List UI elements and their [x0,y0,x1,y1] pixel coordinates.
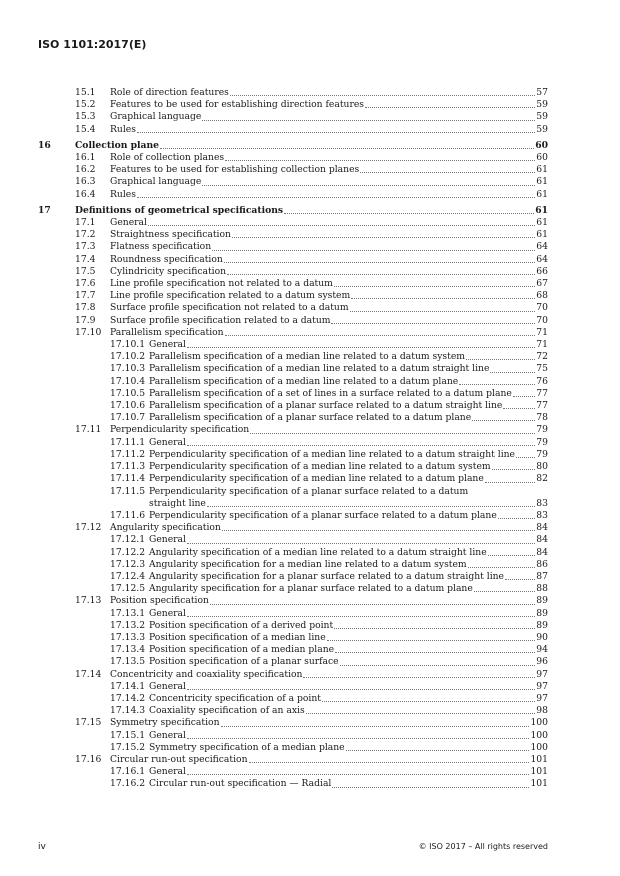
toc-entry-page: 84 [536,522,548,534]
toc-entry-title: Circular run-out specification — Radial [149,778,332,790]
toc-entry-page: 67 [536,278,548,290]
dot-leader [137,197,535,198]
toc-entry-title: Parallelism specification of a planar surface related to a datum plane [149,412,472,424]
toc-entry-title: Line profile specification not related to a datum [110,278,333,290]
toc-entry-title: Perpendicularity specification of a median line related to a datum system [149,461,491,473]
toc-entry-number: 17.11.1 [110,436,146,448]
dot-leader [334,286,535,287]
dot-leader [360,172,535,173]
table-of-contents [38,87,548,791]
dot-leader [351,298,535,299]
toc-entry[interactable] [38,473,548,485]
toc-entry[interactable] [38,522,548,534]
toc-entry-number: 17.10.4 [110,375,146,387]
toc-entry[interactable] [38,730,548,742]
dot-leader [187,689,535,690]
toc-entry-page: 60 [535,139,548,151]
toc-entry-page: 61 [535,204,548,216]
toc-entry-title: Perpendicularity specification of a median line related to a datum straight line [149,448,515,460]
dot-leader [230,95,535,96]
toc-entry-number: 17.10.5 [110,387,146,399]
toc-entry-page: 100 [530,717,548,729]
dot-leader [346,750,530,751]
dot-leader [187,616,535,617]
toc-entry-number: 16 [38,139,51,151]
toc-entry[interactable] [38,111,548,123]
toc-entry-page: 77 [536,400,548,412]
dot-leader [202,120,535,121]
toc-entry-title: Parallelism specification of a planar surface related to a datum straight line [149,400,503,412]
toc-entry-title: Surface profile specification related to a datum [110,314,331,326]
toc-entry-title: Coaxiality specification of an axis [149,705,305,717]
toc-entry-title: General [149,729,186,741]
toc-entry-title: Angularity specification for a planar surface related to a datum plane [149,583,473,595]
toc-entry-page: 97 [536,680,548,692]
toc-entry-number: 17.12.4 [110,570,146,582]
toc-entry-number: 17.14.2 [110,692,146,704]
toc-entry[interactable] [38,400,548,412]
toc-entry-number: 15.4 [75,123,96,135]
toc-entry-number: 17.10.6 [110,400,146,412]
toc-entry[interactable] [38,742,548,754]
toc-entry-number: 17.10 [75,326,102,338]
toc-entry-page: 80 [536,461,548,473]
dot-leader [331,323,535,324]
toc-entry[interactable] [38,510,548,522]
footer-page-number: iv [38,842,46,852]
toc-entry[interactable] [38,140,548,152]
toc-entry-number: 17.13 [75,595,102,607]
toc-entry-page: 71 [536,339,548,351]
toc-entry[interactable] [38,327,548,339]
toc-entry-title: Parallelism specification [110,326,224,338]
dot-leader [303,677,535,678]
dot-leader [488,555,536,556]
dot-leader [187,774,530,775]
dot-leader [187,738,530,739]
toc-entry-title: Concentricity specification of a point [149,692,321,704]
toc-entry-page: 68 [536,290,548,302]
toc-entry-page: 79 [536,448,548,460]
toc-entry-page: 89 [536,595,548,607]
toc-entry-number: 17.12.1 [110,534,146,546]
toc-entry-page: 98 [536,705,548,717]
toc-entry-page: 84 [536,546,548,558]
toc-entry-title: Flatness specification [110,241,212,253]
toc-entry[interactable] [38,571,548,583]
toc-entry-title: Position specification of a median plane [149,644,335,656]
toc-entry-number: 17.16.1 [110,766,146,778]
toc-entry-page: 61 [536,188,548,200]
toc-entry[interactable] [38,376,548,388]
toc-entry-title: Circular run-out specification [110,753,248,765]
toc-entry[interactable] [38,534,548,546]
toc-entry-title: Angularity specification [110,522,221,534]
dot-leader [224,262,535,263]
toc-entry-number: 17.11 [75,424,102,436]
toc-entry-page: 86 [536,558,548,570]
toc-entry[interactable] [38,559,548,571]
toc-entry[interactable] [38,388,548,400]
toc-entry[interactable] [38,241,548,253]
toc-entry-number: 15.1 [75,87,96,98]
toc-entry[interactable] [38,681,548,693]
dot-leader [503,408,535,409]
toc-entry-page: 59 [536,123,548,135]
toc-entry[interactable] [38,754,548,766]
toc-entry-number: 15.2 [75,99,96,111]
toc-entry-title: Perpendicularity specification of a planar surface related to a datum plane [149,509,497,521]
dot-leader [227,274,535,275]
toc-entry-title: Features to be used for establishing collection planes [110,164,360,176]
toc-entry[interactable] [38,486,548,510]
toc-entry-number: 16.1 [75,152,96,164]
dot-leader [207,506,535,507]
toc-entry-number: 16.2 [75,164,96,176]
toc-entry-page: 79 [536,436,548,448]
toc-entry[interactable] [38,644,548,656]
toc-entry[interactable] [38,620,548,632]
toc-entry[interactable] [38,176,548,188]
toc-entry-number: 17.12.2 [110,546,146,558]
toc-entry[interactable] [38,266,548,278]
toc-entry-page: 59 [536,111,548,123]
dot-leader [498,518,536,519]
toc-entry-page: 84 [536,534,548,546]
toc-entry[interactable] [38,424,548,436]
toc-entry-number: 17.12.5 [110,583,146,595]
toc-entry-number: 17.7 [75,290,96,302]
dot-leader [490,372,535,373]
toc-entry-number: 17.10.1 [110,339,146,351]
toc-entry-title: General [149,680,186,692]
toc-entry-title: Parallelism specification of a median line related to a datum straight line [149,363,490,375]
toc-entry[interactable] [38,205,548,217]
toc-entry-title: Features to be used for establishing direction features [110,99,364,111]
toc-entry[interactable] [38,164,548,176]
toc-entry-title: General [149,607,186,619]
toc-entry[interactable] [38,124,548,136]
toc-entry-page: 90 [536,631,548,643]
toc-entry[interactable] [38,412,548,424]
toc-entry-page: 66 [536,265,548,277]
toc-entry-page: 61 [536,176,548,188]
toc-entry[interactable] [38,632,548,644]
toc-entry[interactable] [38,315,548,327]
toc-entry-title: Angularity specification for a median line related to a datum system [149,558,467,570]
toc-entry[interactable] [38,99,548,111]
dot-leader [148,225,535,226]
dot-leader [202,185,535,186]
toc-entry-page: 59 [536,99,548,111]
toc-entry[interactable] [38,290,548,302]
toc-entry-title: Position specification of a median line [149,631,326,643]
toc-entry-page: 70 [536,302,548,314]
toc-entry-title: General [149,534,186,546]
toc-entry-title: Rules [110,123,136,135]
dot-leader [284,213,534,214]
dot-leader [232,237,535,238]
dot-leader [137,132,535,133]
toc-entry-page: 82 [536,473,548,485]
toc-entry[interactable] [38,705,548,717]
toc-entry-page: 88 [536,583,548,595]
toc-entry-number: 17.13.4 [110,644,146,656]
toc-entry-title: Position specification of a derived point [149,619,334,631]
toc-entry[interactable] [38,254,548,266]
toc-entry-number: 17.15 [75,717,102,729]
dot-leader [250,433,535,434]
toc-entry-title: Parallelism specification of a median line related to a datum system [149,351,465,363]
toc-entry-title: Graphical language [110,111,202,123]
dot-leader [468,567,536,568]
toc-entry[interactable] [38,583,548,595]
dot-leader [459,384,535,385]
dot-leader [485,482,536,483]
toc-entry-page: 70 [536,314,548,326]
toc-entry-number: 17.13.5 [110,656,146,668]
toc-entry-page: 76 [536,375,548,387]
toc-entry-number: 17.14.3 [110,705,146,717]
toc-entry-page: 61 [536,164,548,176]
toc-entry-page: 94 [536,644,548,656]
toc-entry-title: Symmetry specification [110,717,220,729]
toc-entry[interactable] [38,461,548,473]
toc-entry[interactable] [38,717,548,729]
toc-entry[interactable] [38,278,548,290]
toc-entry-page: 79 [536,424,548,436]
toc-entry-title: General [149,436,186,448]
toc-entry-title: Cylindricity specification [110,265,227,277]
toc-entry[interactable] [38,217,548,229]
toc-entry-number: 17.15.2 [110,741,146,753]
toc-entry-number: 17.4 [75,253,96,265]
toc-entry-page: 100 [530,729,548,741]
toc-entry-page: 75 [536,363,548,375]
toc-entry-page: 97 [536,692,548,704]
toc-entry-page: 100 [530,741,548,753]
toc-entry-page: 83 [536,509,548,521]
toc-entry-page: 101 [530,753,548,765]
dot-leader [472,420,535,421]
dot-leader [340,665,536,666]
dot-leader [474,591,536,592]
toc-entry-title: General [149,339,186,351]
toc-entry[interactable] [38,363,548,375]
toc-entry-title: Perpendicularity specification of a planar surface related to a datum [149,485,469,497]
toc-entry-page: 89 [536,619,548,631]
toc-entry-number: 17.13.1 [110,607,146,619]
toc-entry-number: 15.3 [75,111,96,123]
toc-entry[interactable] [38,656,548,668]
toc-entry-title: Role of direction features [110,87,229,98]
dot-leader [225,335,536,336]
toc-entry-title: Line profile specification related to a datum system [110,290,351,302]
toc-entry-page: 101 [530,766,548,778]
toc-entry-page: 57 [536,87,548,98]
dot-leader [466,359,535,360]
dot-leader [332,787,529,788]
dot-leader [160,148,534,149]
toc-entry-title: Parallelism specification of a median line related to a datum plane [149,375,459,387]
toc-entry[interactable] [38,339,548,351]
dot-leader [327,640,536,641]
toc-entry-page: 77 [536,387,548,399]
toc-entry-number: 17.12.3 [110,558,146,570]
toc-entry-page: 61 [536,217,548,229]
toc-entry-page: 61 [536,229,548,241]
toc-entry[interactable] [38,547,548,559]
toc-entry-title: Concentricity and coaxiality specification [110,668,303,680]
toc-entry-number: 17.12 [75,522,102,534]
toc-entry[interactable] [38,229,548,241]
toc-entry-title: Position specification of a planar surface [149,656,339,668]
toc-entry-title: Roundness specification [110,253,223,265]
toc-entry-page: 72 [536,351,548,363]
toc-entry-number: 17.11.2 [110,448,146,460]
toc-entry-page: 96 [536,656,548,668]
toc-entry[interactable] [38,766,548,778]
toc-entry-page: 78 [536,412,548,424]
dot-leader [187,445,535,446]
dot-leader [505,579,535,580]
dot-leader [365,107,535,108]
toc-entry-number: 17.10.7 [110,412,146,424]
toc-entry-number: 17.16.2 [110,778,146,790]
dot-leader [210,604,535,605]
toc-entry-number: 17.13.2 [110,619,146,631]
toc-entry-number: 17.11.4 [110,473,146,485]
toc-entry[interactable] [38,302,548,314]
dot-leader [334,628,535,629]
toc-entry-number: 17.10.3 [110,363,146,375]
toc-entry-page: 71 [536,326,548,338]
toc-entry-number: 16.3 [75,176,96,188]
toc-entry-title: Graphical language [110,176,202,188]
dot-leader [306,713,536,714]
toc-entry-number: 17.10.2 [110,351,146,363]
toc-entry-title: General [110,217,147,229]
footer-copyright: © ISO 2017 – All rights reserved [418,842,548,851]
toc-entry-number: 17.11.3 [110,461,146,473]
toc-entry-title: Straightness specification [110,229,231,241]
dot-leader [513,396,535,397]
toc-entry-number: 17.16 [75,753,102,765]
toc-entry-number: 17.3 [75,241,96,253]
toc-entry-number: 17.11.5 [110,485,146,497]
toc-entry-number: 17.11.6 [110,509,146,521]
dot-leader [212,250,535,251]
toc-entry[interactable] [38,189,548,201]
toc-entry[interactable] [38,778,548,790]
toc-entry-title: Position specification [110,595,209,607]
dot-leader [350,311,536,312]
toc-entry-page: 64 [536,241,548,253]
toc-entry-title: Symmetry specification of a median plane [149,741,345,753]
toc-entry-title: Rules [110,188,136,200]
toc-entry[interactable] [38,152,548,164]
toc-entry-title: Angularity specification of a median line related to a datum straight line [149,546,487,558]
toc-entry-number: 16.4 [75,188,96,200]
toc-entry-number: 17.2 [75,229,96,241]
toc-entry[interactable] [38,669,548,681]
dot-leader [335,652,535,653]
toc-entry-number: 17.1 [75,217,96,229]
dot-leader [322,701,535,702]
toc-entry-title: Perpendicularity specification [110,424,250,436]
toc-entry-page: 64 [536,253,548,265]
toc-entry[interactable] [38,351,548,363]
toc-entry[interactable] [38,595,548,607]
toc-entry[interactable] [38,608,548,620]
dot-leader [187,543,535,544]
toc-entry[interactable] [38,693,548,705]
toc-entry-title-continued: straight line [149,497,206,509]
toc-entry-number: 17.13.3 [110,631,146,643]
toc-entry-number: 17.8 [75,302,96,314]
toc-entry-page: 83 [536,497,548,509]
toc-entry-number: 17 [38,204,51,216]
toc-entry[interactable] [38,437,548,449]
toc-entry-number: 17.14 [75,668,102,680]
document-header-title: ISO 1101:2017(E) [38,38,147,51]
dot-leader [492,469,536,470]
toc-entry-number: 17.6 [75,278,96,290]
toc-entry-page: 60 [536,152,548,164]
toc-entry-number: 17.14.1 [110,680,146,692]
dot-leader [249,762,530,763]
toc-entry-title: General [149,766,186,778]
dot-leader [187,347,535,348]
toc-entry-title: Perpendicularity specification of a median line related to a datum plane [149,473,484,485]
dot-leader [222,530,535,531]
toc-entry-title: Parallelism specification of a set of lines in a surface related to a datum plane [149,387,512,399]
toc-entry-page: 87 [536,570,548,582]
toc-entry-title: Surface profile specification not related to a datum [110,302,349,314]
dot-leader [225,160,535,161]
toc-entry[interactable] [38,449,548,461]
dot-leader [516,457,535,458]
toc-entry-title: Collection plane [75,139,159,151]
toc-entry-number: 17.5 [75,265,96,277]
toc-entry-title: Angularity specification for a planar surface related to a datum straight line [149,570,504,582]
toc-entry-number: 17.15.1 [110,729,146,741]
toc-entry-page: 89 [536,607,548,619]
toc-entry-number: 17.9 [75,314,96,326]
toc-entry-page: 97 [536,668,548,680]
dot-leader [221,726,530,727]
toc-entry-title: Definitions of geometrical specifications [75,204,284,216]
toc-entry-title: Role of collection planes [110,152,225,164]
toc-entry[interactable] [38,87,548,99]
toc-entry-page: 101 [530,778,548,790]
